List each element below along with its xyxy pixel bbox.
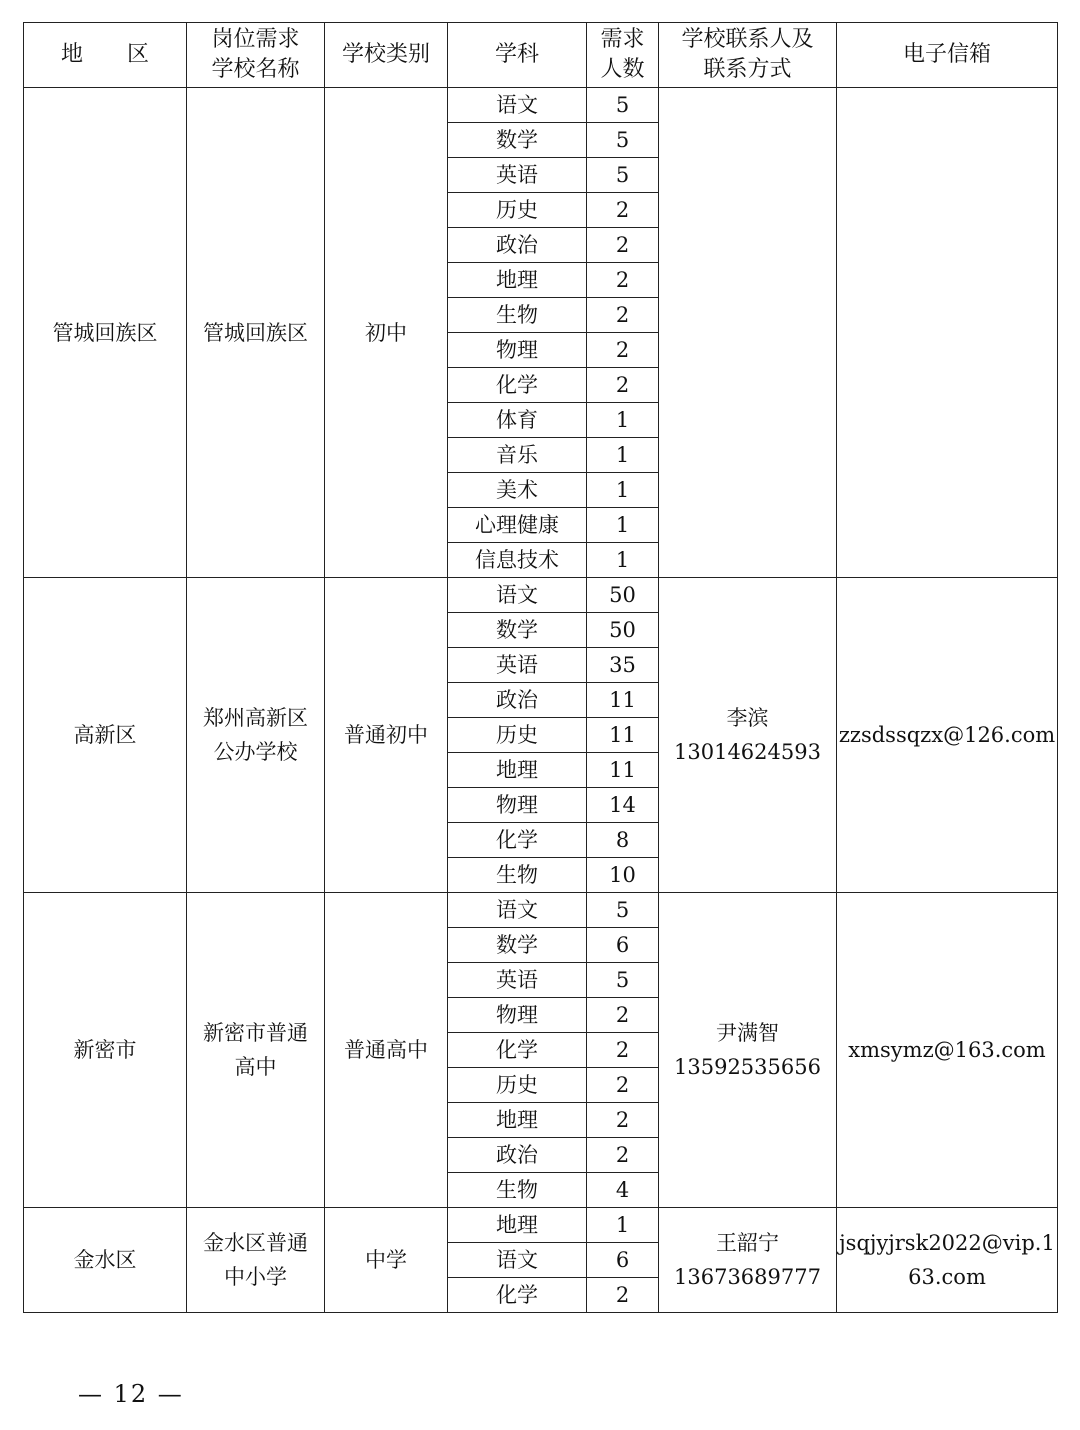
subject-cell: 数学 [448, 613, 587, 648]
subject-cell: 地理 [448, 1103, 587, 1138]
count-cell: 8 [587, 823, 659, 858]
subject-cell: 历史 [448, 193, 587, 228]
count-cell: 2 [587, 1103, 659, 1138]
header-row [24, 23, 1058, 88]
subject-cell: 物理 [448, 333, 587, 368]
subject-cell: 信息技术 [448, 543, 587, 578]
count-cell: 1 [587, 403, 659, 438]
count-cell: 2 [587, 333, 659, 368]
count-cell: 2 [587, 1138, 659, 1173]
recruitment-table [23, 22, 1058, 1313]
count-cell: 2 [587, 998, 659, 1033]
subject-cell: 政治 [448, 683, 587, 718]
table-body [24, 88, 1058, 1313]
region-cell: 高新区 [24, 578, 187, 893]
school-name-line1: 郑州高新区 [203, 706, 308, 730]
count-cell: 2 [587, 228, 659, 263]
subject-cell: 语文 [448, 88, 587, 123]
subject-cell: 化学 [448, 1033, 587, 1068]
contact-phone: 13673689777 [674, 1265, 821, 1289]
count-cell: 1 [587, 543, 659, 578]
count-cell: 2 [587, 368, 659, 403]
subject-cell: 英语 [448, 158, 587, 193]
header-school [187, 23, 325, 88]
subject-cell: 物理 [448, 788, 587, 823]
count-cell: 5 [587, 123, 659, 158]
school-name-line2: 公办学校 [213, 740, 298, 764]
count-cell: 1 [587, 508, 659, 543]
subject-cell: 历史 [448, 1068, 587, 1103]
school-name-line1: 管城回族区 [203, 320, 308, 345]
count-cell: 5 [587, 88, 659, 123]
contact-name: 尹满智 [716, 1021, 779, 1045]
header-region: 地 区 [24, 23, 187, 88]
header-count-line2: 人数 [600, 57, 645, 82]
school-name-cell [187, 1208, 325, 1313]
header-contact-line2: 联系方式 [703, 57, 792, 82]
contact-name: 李滨 [726, 706, 769, 730]
region-cell: 管城回族区 [24, 88, 187, 578]
count-cell: 1 [587, 1208, 659, 1243]
count-cell: 2 [587, 1068, 659, 1103]
count-cell: 11 [587, 718, 659, 753]
header-type: 学校类别 [325, 23, 448, 88]
subject-cell: 化学 [448, 368, 587, 403]
count-cell: 50 [587, 613, 659, 648]
count-cell: 1 [587, 438, 659, 473]
header-subject: 学科 [448, 23, 587, 88]
region-cell: 新密市 [24, 893, 187, 1208]
email-cell: jsqjyjrsk2022@vip.163.com [837, 1208, 1058, 1313]
school-type-cell: 普通高中 [325, 893, 448, 1208]
subject-cell: 心理健康 [448, 508, 587, 543]
count-cell: 5 [587, 963, 659, 998]
count-cell: 5 [587, 893, 659, 928]
region-cell: 金水区 [24, 1208, 187, 1313]
school-name-cell [187, 893, 325, 1208]
count-cell: 6 [587, 928, 659, 963]
count-cell: 2 [587, 263, 659, 298]
count-cell: 4 [587, 1173, 659, 1208]
subject-cell: 化学 [448, 1278, 587, 1313]
table-row [24, 1208, 1058, 1243]
subject-cell: 音乐 [448, 438, 587, 473]
subject-cell: 历史 [448, 718, 587, 753]
contact-cell [659, 1208, 837, 1313]
school-type-cell: 中学 [325, 1208, 448, 1313]
count-cell: 10 [587, 858, 659, 893]
count-cell: 50 [587, 578, 659, 613]
contact-phone: 13014624593 [674, 740, 821, 764]
count-cell: 6 [587, 1243, 659, 1278]
contact-phone: 13592535656 [674, 1055, 821, 1079]
subject-cell: 生物 [448, 858, 587, 893]
contact-cell [659, 893, 837, 1208]
school-name-cell [187, 578, 325, 893]
page-number: — 12 — [78, 1380, 184, 1408]
school-type-cell: 普通初中 [325, 578, 448, 893]
table-row [24, 88, 1058, 123]
subject-cell: 数学 [448, 123, 587, 158]
count-cell: 2 [587, 1278, 659, 1313]
school-name-line1: 金水区普通 [203, 1231, 308, 1255]
subject-cell: 语文 [448, 893, 587, 928]
count-cell: 35 [587, 648, 659, 683]
subject-cell: 美术 [448, 473, 587, 508]
subject-cell: 英语 [448, 963, 587, 998]
header-contact [659, 23, 837, 88]
header-count-line1: 需求 [600, 27, 645, 52]
table-row [24, 578, 1058, 613]
count-cell: 2 [587, 298, 659, 333]
contact-name: 王韶宁 [716, 1231, 779, 1255]
header-school-line2: 学校名称 [211, 57, 300, 82]
subject-cell: 物理 [448, 998, 587, 1033]
count-cell: 11 [587, 753, 659, 788]
subject-cell: 体育 [448, 403, 587, 438]
table-row [24, 893, 1058, 928]
subject-cell: 生物 [448, 298, 587, 333]
count-cell: 1 [587, 473, 659, 508]
subject-cell: 英语 [448, 648, 587, 683]
count-cell: 2 [587, 1033, 659, 1068]
subject-cell: 生物 [448, 1173, 587, 1208]
header-count [587, 23, 659, 88]
header-email: 电子信箱 [837, 23, 1058, 88]
school-type-cell: 初中 [325, 88, 448, 578]
contact-cell [659, 88, 837, 578]
school-name-line2: 中小学 [224, 1265, 287, 1289]
subject-cell: 政治 [448, 1138, 587, 1173]
subject-cell: 地理 [448, 753, 587, 788]
subject-cell: 语文 [448, 1243, 587, 1278]
header-school-line1: 岗位需求 [211, 27, 300, 52]
subject-cell: 化学 [448, 823, 587, 858]
email-cell: zzsdssqzx@126.com [837, 578, 1058, 893]
email-cell [837, 88, 1058, 578]
subject-cell: 语文 [448, 578, 587, 613]
school-name-line1: 新密市普通 [203, 1021, 308, 1045]
count-cell: 2 [587, 193, 659, 228]
school-name-line2: 高中 [234, 1055, 277, 1079]
count-cell: 11 [587, 683, 659, 718]
subject-cell: 地理 [448, 1208, 587, 1243]
subject-cell: 地理 [448, 263, 587, 298]
count-cell: 14 [587, 788, 659, 823]
subject-cell: 数学 [448, 928, 587, 963]
school-name-cell [187, 88, 325, 578]
contact-cell [659, 578, 837, 893]
email-cell: xmsymz@163.com [837, 893, 1058, 1208]
subject-cell: 政治 [448, 228, 587, 263]
header-contact-line1: 学校联系人及 [681, 27, 814, 52]
count-cell: 5 [587, 158, 659, 193]
